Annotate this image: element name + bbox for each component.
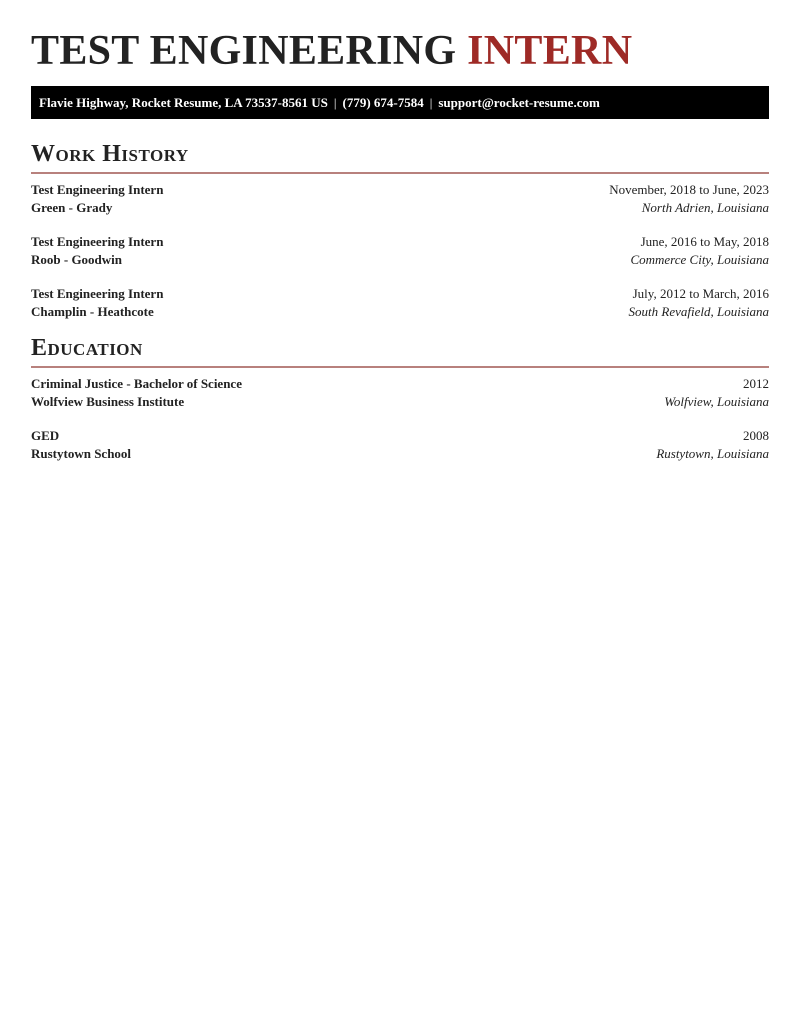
degree: GED — [31, 428, 60, 443]
work-entry — [31, 233, 769, 269]
work-entry — [31, 181, 769, 217]
contact-email[interactable]: support@rocket-resume.com — [438, 95, 600, 110]
job-dates: November, 2018 to June, 2023 — [609, 182, 769, 197]
title-accent: INTERN — [467, 28, 633, 74]
education-section — [31, 334, 769, 463]
job-dates: June, 2016 to May, 2018 — [640, 234, 769, 249]
job-title: Test Engineering Intern — [31, 286, 164, 301]
resume-title — [31, 0, 769, 75]
education-list — [31, 368, 769, 463]
degree: Criminal Justice - Bachelor of Science — [31, 376, 242, 391]
company-name: Green - Grady — [31, 200, 113, 215]
work-history-list — [31, 174, 769, 321]
contact-separator: | — [429, 95, 433, 110]
school-location: Rustytown, Louisiana — [656, 446, 769, 461]
education-entry — [31, 427, 769, 463]
job-title: Test Engineering Intern — [31, 182, 164, 197]
education-entry — [31, 375, 769, 411]
graduation-year: 2008 — [743, 428, 769, 443]
work-entry — [31, 285, 769, 321]
section-heading-work-history: Work History — [31, 141, 189, 167]
graduation-year: 2012 — [743, 376, 769, 391]
job-dates: July, 2012 to March, 2016 — [632, 286, 769, 301]
school-location: Wolfview, Louisiana — [664, 394, 769, 409]
job-location: North Adrien, Louisiana — [641, 200, 769, 215]
school-name: Wolfview Business Institute — [31, 394, 185, 409]
job-location: South Revafield, Louisiana — [628, 304, 769, 319]
school-name: Rustytown School — [31, 446, 132, 461]
job-location: Commerce City, Louisiana — [630, 252, 769, 267]
title-main: TEST ENGINEERING — [31, 28, 457, 74]
contact-separator: | — [333, 95, 337, 110]
section-heading-education: Education — [31, 335, 143, 361]
company-name: Roob - Goodwin — [31, 252, 123, 267]
contact-bar — [31, 86, 769, 119]
company-name: Champlin - Heathcote — [31, 304, 154, 319]
work-history-section — [31, 140, 769, 321]
contact-address: Flavie Highway, Rocket Resume, LA 73537-8561 US — [39, 95, 328, 110]
contact-phone: (779) 674-7584 — [342, 95, 424, 110]
resume-page — [0, 0, 800, 463]
job-title: Test Engineering Intern — [31, 234, 164, 249]
